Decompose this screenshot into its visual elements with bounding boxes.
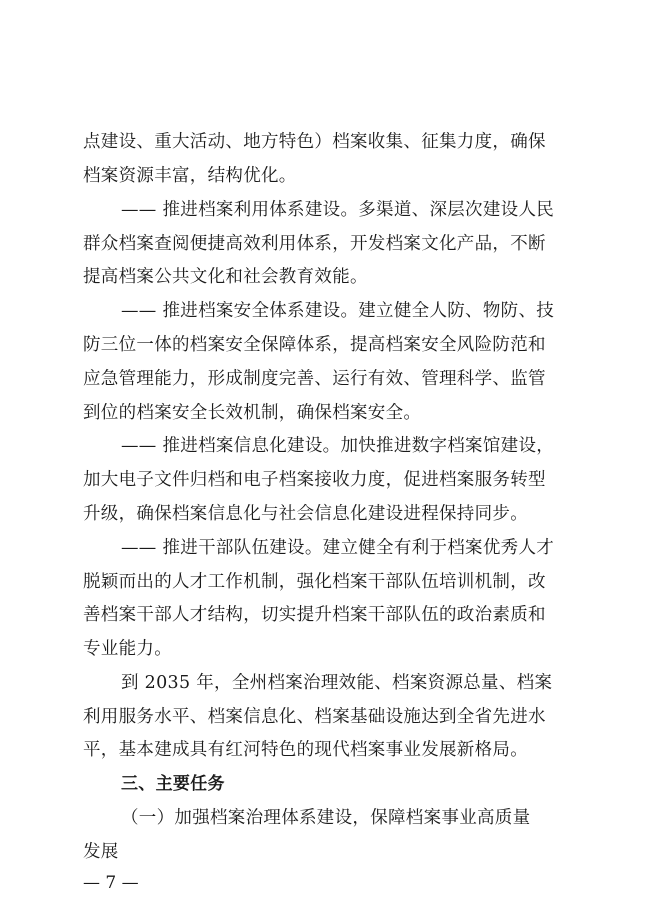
paragraph-line: 到 2035 年，全州档案治理效能、档案资源总量、档案 bbox=[121, 673, 553, 693]
paragraph-line: 档案资源丰富，结构优化。 bbox=[83, 166, 297, 186]
subsection-heading-continued: 发展 bbox=[83, 842, 119, 862]
paragraph-line: 到位的档案安全长效机制，确保档案安全。 bbox=[83, 403, 422, 423]
paragraph-line: —— 推进档案信息化建设。加快推进数字档案馆建设， bbox=[121, 436, 555, 456]
paragraph-line: 利用服务水平、档案信息化、档案基础设施达到全省先进水 bbox=[83, 707, 546, 727]
paragraph-line: —— 推进档案安全体系建设。建立健全人防、物防、技 bbox=[121, 301, 555, 321]
subsection-heading: （一）加强档案治理体系建设，保障档案事业高质量 bbox=[121, 808, 531, 828]
section-heading: 三、主要任务 bbox=[121, 774, 225, 794]
paragraph-line: 升级，确保档案信息化与社会信息化建设进程保持同步。 bbox=[83, 504, 528, 524]
paragraph-line: 提高档案公共文化和社会教育效能。 bbox=[83, 267, 368, 287]
paragraph-line: 善档案干部人才结构，切实提升档案干部队伍的政治素质和 bbox=[83, 605, 546, 625]
paragraph-line: 点建设、重大活动、地方特色）档案收集、征集力度，确保 bbox=[83, 132, 546, 152]
paragraph-line: 防三位一体的档案安全保障体系，提高档案安全风险防范和 bbox=[83, 335, 546, 355]
paragraph-line: 平，基本建成具有红河特色的现代档案事业发展新格局。 bbox=[83, 740, 528, 760]
paragraph-line: 专业能力。 bbox=[83, 639, 172, 659]
paragraph-line: 脱颖而出的人才工作机制，强化档案干部队伍培训机制，改 bbox=[83, 572, 546, 592]
page-number: — 7 — bbox=[83, 873, 139, 893]
paragraph-line: —— 推进档案利用体系建设。多渠道、深层次建设人民 bbox=[121, 200, 555, 220]
paragraph-line: 加大电子文件归档和电子档案接收力度，促进档案服务转型 bbox=[83, 470, 546, 490]
paragraph-line: 应急管理能力，形成制度完善、运行有效、管理科学、监管 bbox=[83, 369, 546, 389]
paragraph-line: —— 推进干部队伍建设。建立健全有利于档案优秀人才 bbox=[121, 538, 555, 558]
paragraph-line: 群众档案查阅便捷高效利用体系，开发档案文化产品，不断 bbox=[83, 234, 546, 254]
